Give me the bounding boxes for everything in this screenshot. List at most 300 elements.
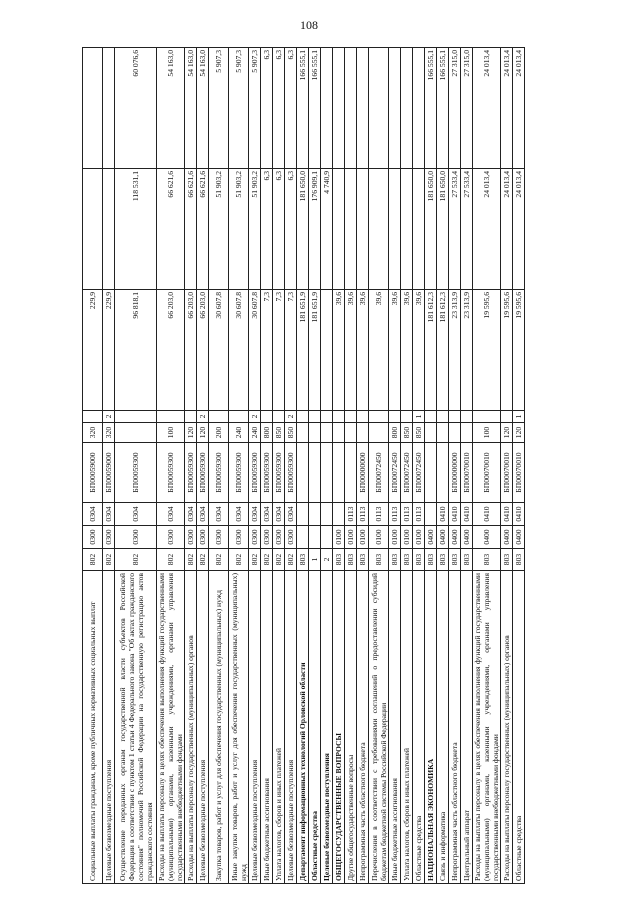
target-article-cell (345, 443, 357, 503)
table-row (449, 48, 461, 884)
section-code-cell: 0300 (261, 526, 273, 549)
expense-type-cell: 100 (473, 423, 501, 443)
target-article-cell: БП00070010 (513, 443, 525, 503)
amount-year3-cell: 54 163,0 (185, 48, 197, 169)
table-row (401, 48, 413, 884)
table-row (229, 48, 249, 884)
target-article-cell: БП00059300 (261, 443, 273, 503)
target-article-cell: БП00059000 (83, 443, 103, 503)
expense-type-cell: 120 (185, 423, 197, 443)
subsection-code-cell: 0304 (285, 503, 297, 526)
amount-year2-cell: 24 013,4 (473, 169, 501, 290)
grbs-code-cell: 802 (157, 549, 185, 571)
amount-year3-cell: 166 555,1 (297, 48, 309, 169)
amount-year2-cell (413, 169, 425, 290)
row-name-cell: Другие общегосударственные вопросы (345, 571, 357, 884)
row-name-cell: Целевые безвозмездные поступления (197, 571, 209, 884)
grbs-code-cell: 803 (437, 549, 449, 571)
expense-type-cell (115, 423, 157, 443)
amount-year2-cell: 6,3 (261, 169, 273, 290)
amount-year3-cell: 24 013,4 (473, 48, 501, 169)
target-article-cell: БП00059300 (285, 443, 297, 503)
expense-type-cell: 120 (513, 423, 525, 443)
target-article-cell: БП00000000 (449, 443, 461, 503)
subsection-code-cell: 0304 (249, 503, 261, 526)
amount-year3-cell: 27 315,0 (449, 48, 461, 169)
amount-year1-cell: 30 607,8 (229, 290, 249, 411)
subsection-code-cell: 0304 (209, 503, 229, 526)
amount-year2-cell: 176 909,1 (309, 169, 321, 290)
target-article-cell: БП00072450 (389, 443, 401, 503)
expense-type-cell (357, 423, 369, 443)
target-article-cell: БП00059300 (273, 443, 285, 503)
expense-type-cell: 240 (229, 423, 249, 443)
funding-source-cell (83, 411, 103, 423)
section-code-cell: 0100 (401, 526, 413, 549)
amount-year1-cell: 30 607,8 (249, 290, 261, 411)
target-article-cell: БП00059300 (185, 443, 197, 503)
amount-year3-cell (401, 48, 413, 169)
section-code-cell: 0300 (103, 526, 115, 549)
expense-type-cell (369, 423, 389, 443)
subsection-code-cell: 0304 (261, 503, 273, 526)
amount-year1-cell: 181 651,9 (297, 290, 309, 411)
table-row (185, 48, 197, 884)
funding-source-cell: 2 (285, 411, 297, 423)
amount-year3-cell: 5 907,3 (249, 48, 261, 169)
row-name-cell: Областные средства (309, 571, 321, 884)
amount-year3-cell: 5 907,3 (229, 48, 249, 169)
target-article-cell: БП00070010 (501, 443, 513, 503)
amount-year2-cell: 51 903,2 (249, 169, 261, 290)
expense-type-cell: 850 (285, 423, 297, 443)
amount-year2-cell (369, 169, 389, 290)
table-row (209, 48, 229, 884)
subsection-code-cell: 0113 (345, 503, 357, 526)
funding-source-cell (321, 411, 333, 423)
row-name-cell: Иные бюджетные ассигнования (261, 571, 273, 884)
expense-type-cell: 240 (249, 423, 261, 443)
expense-type-cell: 320 (103, 423, 115, 443)
expense-type-cell (449, 423, 461, 443)
grbs-code-cell: 803 (369, 549, 389, 571)
section-code-cell: 0100 (357, 526, 369, 549)
amount-year1-cell: 39,6 (401, 290, 413, 411)
amount-year2-cell: 4 740,9 (321, 169, 333, 290)
section-code-cell: 0300 (115, 526, 157, 549)
section-code-cell: 0300 (249, 526, 261, 549)
grbs-code-cell: 802 (185, 549, 197, 571)
target-article-cell: БП00059300 (197, 443, 209, 503)
amount-year2-cell: 66 621,6 (197, 169, 209, 290)
row-name-cell: Связь и информатика (437, 571, 449, 884)
funding-source-cell (461, 411, 473, 423)
amount-year2-cell (103, 169, 115, 290)
funding-source-cell (501, 411, 513, 423)
amount-year1-cell: 181 651,9 (309, 290, 321, 411)
expense-type-cell: 100 (157, 423, 185, 443)
subsection-code-cell (425, 503, 437, 526)
row-name-cell: Целевые безвозмездные поступления (249, 571, 261, 884)
funding-source-cell: 1 (513, 411, 525, 423)
amount-year1-cell: 39,6 (369, 290, 389, 411)
grbs-code-cell: 802 (83, 549, 103, 571)
expense-type-cell: 200 (209, 423, 229, 443)
row-name-cell: Непрограммная часть областного бюджета (357, 571, 369, 884)
expense-type-cell (437, 423, 449, 443)
amount-year3-cell: 5 907,3 (209, 48, 229, 169)
grbs-code-cell: 803 (425, 549, 437, 571)
target-article-cell: БП00000000 (357, 443, 369, 503)
amount-year3-cell: 6,3 (273, 48, 285, 169)
amount-year3-cell (333, 48, 345, 169)
target-article-cell: БП00072450 (413, 443, 425, 503)
table-row (333, 48, 345, 884)
grbs-code-cell: 803 (297, 549, 309, 571)
section-code-cell: 0300 (197, 526, 209, 549)
section-code-cell: 0300 (83, 526, 103, 549)
subsection-code-cell: 0304 (229, 503, 249, 526)
grbs-code-cell: 802 (115, 549, 157, 571)
expense-type-cell (297, 423, 309, 443)
subsection-code-cell: 0304 (185, 503, 197, 526)
expense-type-cell (461, 423, 473, 443)
expense-type-cell (345, 423, 357, 443)
subsection-code-cell: 0410 (513, 503, 525, 526)
table-row (197, 48, 209, 884)
funding-source-cell (157, 411, 185, 423)
grbs-code-cell: 802 (209, 549, 229, 571)
subsection-code-cell: 0410 (473, 503, 501, 526)
subsection-code-cell: 0410 (461, 503, 473, 526)
amount-year3-cell (345, 48, 357, 169)
target-article-cell (425, 443, 437, 503)
section-code-cell: 0400 (425, 526, 437, 549)
table-row (103, 48, 115, 884)
table-row (309, 48, 321, 884)
expense-type-cell: 850 (273, 423, 285, 443)
funding-source-cell (185, 411, 197, 423)
table-row (273, 48, 285, 884)
subsection-code-cell (297, 503, 309, 526)
amount-year1-cell: 19 595,6 (473, 290, 501, 411)
section-code-cell: 0400 (437, 526, 449, 549)
section-code-cell: 0100 (369, 526, 389, 549)
subsection-code-cell: 0304 (103, 503, 115, 526)
subsection-code-cell: 0304 (115, 503, 157, 526)
table-row (513, 48, 525, 884)
amount-year3-cell: 166 555,1 (437, 48, 449, 169)
section-code-cell: 0300 (229, 526, 249, 549)
funding-source-cell (389, 411, 401, 423)
amount-year3-cell: 24 013,4 (501, 48, 513, 169)
row-name-cell: ОБЩЕГОСУДАРСТВЕННЫЕ ВОПРОСЫ (333, 571, 345, 884)
row-name-cell: Департамент информационных технологий Орловской области (297, 571, 309, 884)
grbs-code-cell: 803 (413, 549, 425, 571)
table-row (285, 48, 297, 884)
expense-type-cell: 120 (501, 423, 513, 443)
funding-source-cell (333, 411, 345, 423)
target-article-cell: БП00072450 (369, 443, 389, 503)
row-name-cell: Расходы на выплаты персоналу в целях обеспечения выполнения функций государственными (муниципальными) органами, казенными учреждениями, органами управления государственными внебюджетными фондами (473, 571, 501, 884)
table-row (461, 48, 473, 884)
row-name-cell: Расходы на выплаты персоналу государственных (муниципальных) органов (501, 571, 513, 884)
target-article-cell: БП00059300 (115, 443, 157, 503)
subsection-code-cell: 0304 (83, 503, 103, 526)
subsection-code-cell: 0410 (449, 503, 461, 526)
row-name-cell: Целевые безвозмездные поступления (285, 571, 297, 884)
amount-year3-cell: 60 076,6 (115, 48, 157, 169)
row-name-cell: НАЦИОНАЛЬНАЯ ЭКОНОМИКА (425, 571, 437, 884)
expense-type-cell (321, 423, 333, 443)
section-code-cell (309, 526, 321, 549)
section-code-cell: 0400 (461, 526, 473, 549)
grbs-code-cell: 802 (103, 549, 115, 571)
row-name-cell: Осуществление переданных органам государственной власти субъектов Российской Федерации в соответствии с пунктом 1 статьи 4 Федерального закона "Об актах гражданского состояния" полномочий Российской Федерации на государственную регистрацию актов гражданского состояния (115, 571, 157, 884)
amount-year2-cell: 181 650,0 (297, 169, 309, 290)
amount-year1-cell: 39,6 (333, 290, 345, 411)
subsection-code-cell: 0410 (437, 503, 449, 526)
subsection-code-cell (309, 503, 321, 526)
funding-source-cell (449, 411, 461, 423)
expense-type-cell (425, 423, 437, 443)
target-article-cell: БП00070010 (473, 443, 501, 503)
target-article-cell: БП00070010 (461, 443, 473, 503)
row-name-cell: Целевые безвозмездные поступления (321, 571, 333, 884)
section-code-cell: 0100 (413, 526, 425, 549)
grbs-code-cell: 802 (273, 549, 285, 571)
row-name-cell: Иные бюджетные ассигнования (389, 571, 401, 884)
table-row (261, 48, 273, 884)
table-row (369, 48, 389, 884)
target-article-cell (333, 443, 345, 503)
grbs-code-cell: 802 (285, 549, 297, 571)
grbs-code-cell: 803 (333, 549, 345, 571)
grbs-code-cell: 2 (321, 549, 333, 571)
amount-year3-cell (103, 48, 115, 169)
row-name-cell: Непрограммная часть областного бюджета (449, 571, 461, 884)
section-code-cell: 0100 (333, 526, 345, 549)
target-article-cell: БП00059300 (209, 443, 229, 503)
subsection-code-cell: 0113 (413, 503, 425, 526)
expense-type-cell (333, 423, 345, 443)
target-article-cell (437, 443, 449, 503)
grbs-code-cell: 803 (513, 549, 525, 571)
row-name-cell: Расходы на выплаты персоналу государственных (муниципальных) органов (185, 571, 197, 884)
amount-year2-cell: 51 903,2 (209, 169, 229, 290)
amount-year1-cell: 7,3 (285, 290, 297, 411)
table-row (249, 48, 261, 884)
subsection-code-cell: 0113 (357, 503, 369, 526)
amount-year2-cell: 24 013,4 (501, 169, 513, 290)
subsection-code-cell: 0113 (401, 503, 413, 526)
amount-year1-cell: 229,9 (103, 290, 115, 411)
grbs-code-cell: 803 (357, 549, 369, 571)
funding-source-cell (425, 411, 437, 423)
table-row (115, 48, 157, 884)
amount-year3-cell (369, 48, 389, 169)
amount-year1-cell: 7,3 (261, 290, 273, 411)
amount-year3-cell (357, 48, 369, 169)
grbs-code-cell: 1 (309, 549, 321, 571)
page-number: 108 (300, 18, 318, 32)
row-name-cell: Уплата налогов, сборов и иных платежей (273, 571, 285, 884)
section-code-cell (321, 526, 333, 549)
funding-source-cell (297, 411, 309, 423)
subsection-code-cell: 0113 (389, 503, 401, 526)
section-code-cell: 0400 (501, 526, 513, 549)
table-row (321, 48, 333, 884)
amount-year2-cell: 6,3 (273, 169, 285, 290)
amount-year2-cell: 181 650,0 (437, 169, 449, 290)
expense-type-cell: 320 (83, 423, 103, 443)
amount-year3-cell (413, 48, 425, 169)
amount-year3-cell: 166 555,1 (425, 48, 437, 169)
funding-source-cell (309, 411, 321, 423)
target-article-cell (297, 443, 309, 503)
table-row (413, 48, 425, 884)
table-row (345, 48, 357, 884)
section-code-cell: 0300 (157, 526, 185, 549)
target-article-cell: БП00059300 (157, 443, 185, 503)
funding-source-cell: 2 (249, 411, 261, 423)
section-code-cell: 0400 (513, 526, 525, 549)
section-code-cell: 0300 (185, 526, 197, 549)
amount-year2-cell (389, 169, 401, 290)
budget-table-body (83, 48, 525, 884)
section-code-cell: 0300 (209, 526, 229, 549)
amount-year1-cell: 39,6 (389, 290, 401, 411)
row-name-cell: Перечисления в соответствии с требованиями соглашений о предоставлении субсидий бюджетам бюджетной системы Российской Федерации (369, 571, 389, 884)
funding-source-cell (229, 411, 249, 423)
amount-year1-cell: 181 612,3 (425, 290, 437, 411)
row-name-cell: Центральный аппарат (461, 571, 473, 884)
grbs-code-cell: 802 (197, 549, 209, 571)
expense-type-cell: 850 (401, 423, 413, 443)
section-code-cell: 0300 (285, 526, 297, 549)
row-name-cell: Уплата налогов, сборов и иных платежей (401, 571, 413, 884)
subsection-code-cell: 0304 (273, 503, 285, 526)
section-code-cell: 0100 (345, 526, 357, 549)
amount-year1-cell (321, 290, 333, 411)
table-row (83, 48, 103, 884)
target-article-cell: БП00059000 (103, 443, 115, 503)
funding-source-cell: 2 (103, 411, 115, 423)
subsection-code-cell (333, 503, 345, 526)
amount-year3-cell (83, 48, 103, 169)
target-article-cell (309, 443, 321, 503)
target-article-cell (321, 443, 333, 503)
budget-table (82, 47, 525, 884)
funding-source-cell (401, 411, 413, 423)
amount-year2-cell: 66 621,6 (157, 169, 185, 290)
amount-year1-cell: 19 595,6 (513, 290, 525, 411)
amount-year1-cell: 23 313,9 (461, 290, 473, 411)
amount-year3-cell: 6,3 (261, 48, 273, 169)
target-article-cell: БП00072450 (401, 443, 413, 503)
rotated-table-wrapper (82, 48, 523, 884)
grbs-code-cell: 803 (501, 549, 513, 571)
row-name-cell: Целевые безвозмездные поступления (103, 571, 115, 884)
section-code-cell: 0100 (389, 526, 401, 549)
funding-source-cell (209, 411, 229, 423)
expense-type-cell: 850 (413, 423, 425, 443)
amount-year2-cell: 66 621,6 (185, 169, 197, 290)
amount-year3-cell (389, 48, 401, 169)
row-name-cell: Расходы на выплаты персоналу в целях обеспечения выполнения функций государственными (муниципальными) органами, казенными учреждениями, органами управления государственными внебюджетными фондами (157, 571, 185, 884)
amount-year2-cell: 6,3 (285, 169, 297, 290)
row-name-cell: Иные закупки товаров, работ и услуг для обеспечения государственных (муниципальных) нужд (229, 571, 249, 884)
section-code-cell: 0400 (473, 526, 501, 549)
funding-source-cell (261, 411, 273, 423)
amount-year1-cell: 39,6 (357, 290, 369, 411)
subsection-code-cell: 0113 (369, 503, 389, 526)
amount-year2-cell (357, 169, 369, 290)
funding-source-cell (437, 411, 449, 423)
table-row (157, 48, 185, 884)
amount-year2-cell (83, 169, 103, 290)
expense-type-cell: 800 (389, 423, 401, 443)
amount-year3-cell (321, 48, 333, 169)
amount-year1-cell: 23 313,9 (449, 290, 461, 411)
amount-year2-cell: 24 013,4 (513, 169, 525, 290)
amount-year3-cell: 24 013,4 (513, 48, 525, 169)
grbs-code-cell: 802 (249, 549, 261, 571)
amount-year2-cell (333, 169, 345, 290)
section-code-cell: 0300 (273, 526, 285, 549)
table-row (297, 48, 309, 884)
amount-year1-cell: 66 203,0 (185, 290, 197, 411)
amount-year1-cell: 181 612,3 (437, 290, 449, 411)
amount-year2-cell: 51 903,2 (229, 169, 249, 290)
expense-type-cell: 800 (261, 423, 273, 443)
funding-source-cell (473, 411, 501, 423)
row-name-cell: Закупка товаров, работ и услуг для обеспечения государственных (муниципальных) нужд (209, 571, 229, 884)
amount-year1-cell: 39,6 (413, 290, 425, 411)
table-row (473, 48, 501, 884)
amount-year1-cell: 7,3 (273, 290, 285, 411)
amount-year1-cell: 96 818,1 (115, 290, 157, 411)
amount-year2-cell: 118 531,1 (115, 169, 157, 290)
row-name-cell: Социальные выплаты гражданам, кроме публичных нормативных социальных выплат (83, 571, 103, 884)
grbs-code-cell: 803 (461, 549, 473, 571)
grbs-code-cell: 803 (401, 549, 413, 571)
amount-year1-cell: 66 203,0 (197, 290, 209, 411)
amount-year3-cell: 166 555,1 (309, 48, 321, 169)
expense-type-cell: 120 (197, 423, 209, 443)
grbs-code-cell: 802 (229, 549, 249, 571)
amount-year2-cell (401, 169, 413, 290)
amount-year2-cell: 27 533,4 (461, 169, 473, 290)
subsection-code-cell: 0304 (197, 503, 209, 526)
subsection-code-cell: 0410 (501, 503, 513, 526)
grbs-code-cell: 803 (345, 549, 357, 571)
amount-year3-cell: 54 163,0 (157, 48, 185, 169)
amount-year1-cell: 30 607,8 (209, 290, 229, 411)
amount-year3-cell: 54 163,0 (197, 48, 209, 169)
funding-source-cell (369, 411, 389, 423)
amount-year3-cell: 27 315,0 (461, 48, 473, 169)
funding-source-cell: 1 (413, 411, 425, 423)
scanned-page-area (82, 48, 523, 884)
funding-source-cell (115, 411, 157, 423)
grbs-code-cell: 803 (473, 549, 501, 571)
grbs-code-cell: 802 (261, 549, 273, 571)
table-row (357, 48, 369, 884)
amount-year1-cell: 229,9 (83, 290, 103, 411)
amount-year2-cell (345, 169, 357, 290)
funding-source-cell (273, 411, 285, 423)
